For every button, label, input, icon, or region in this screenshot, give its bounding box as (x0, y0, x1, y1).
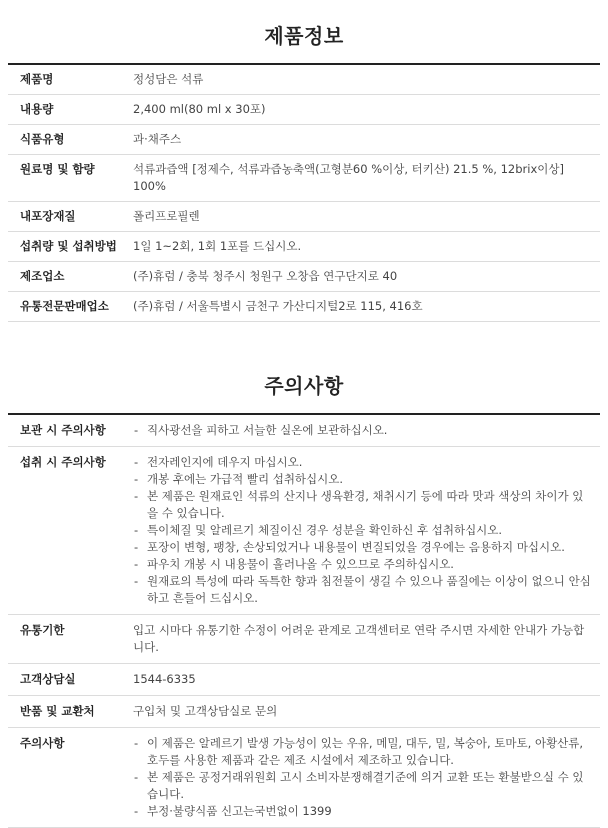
row-label: 반품 및 교환처 (20, 704, 95, 718)
row-label: 보관 시 주의사항 (20, 423, 106, 437)
list-item: - 부정·불량식품 신고는국번없이 1399 (133, 803, 592, 820)
row-label: 식품유형 (20, 132, 65, 146)
row-value: 정성담은 석류 (133, 72, 204, 86)
food-type-row (8, 125, 600, 155)
row-value: 1일 1~2회, 1회 1포를 드십시오. (133, 239, 302, 253)
list-item: - 본 제품은 원재료인 석류의 산지나 생육환경, 채취시기 등에 따라 맛과 색상의 차이가 있을 수 있습니다. (133, 488, 592, 522)
list-item: - 개봉 후에는 가급적 빨리 섭취하십시오. (133, 471, 592, 488)
row-label: 고객상담실 (20, 672, 76, 686)
dosage-row (8, 232, 600, 262)
notes-row (8, 728, 600, 828)
row-value: 폴리프로필렌 (133, 209, 200, 223)
row-value: 과·채주스 (133, 132, 182, 146)
customer-service-row (8, 664, 600, 696)
row-value: (주)휴럼 / 서울특별시 금천구 가산디지털2로 115, 416호 (133, 299, 423, 313)
product-name-row (8, 65, 600, 95)
row-value: 1544-6335 (133, 672, 196, 686)
manufacturer-row (8, 262, 600, 292)
row-label: 원료명 및 함량 (20, 162, 95, 176)
storage-caution-row (8, 415, 600, 447)
list-item: - 원재료의 특성에 따라 독특한 향과 침전물이 생길 수 있으나 품질에는 이상이 없으니 안심하고 흔들어 드십시오. (133, 573, 592, 607)
row-value (133, 454, 600, 607)
caution-title: 주의사항 (264, 374, 344, 398)
row-value: 2,400 ml(80 ml x 30포) (133, 102, 266, 116)
product-info-table (8, 63, 600, 322)
volume-row (8, 95, 600, 125)
product-info-title: 제품정보 (264, 24, 344, 48)
expiry-row (8, 615, 600, 664)
row-value: 입고 시마다 유통기한 수정이 어려운 관계로 고객센터로 연락 주시면 자세한 안내가 가능합니다. (133, 623, 585, 654)
row-label: 내포장재질 (20, 209, 76, 223)
row-value: (주)휴럼 / 충북 청주시 청원구 오창읍 연구단지로 40 (133, 269, 398, 283)
list-item: - 이 제품은 알레르기 발생 가능성이 있는 우유, 메밀, 대두, 밀, 복숭아, 토마토, 아황산류, 호두를 사용한 제품과 같은 제조 시설에서 제조하고 있습니다. (133, 735, 592, 769)
row-value: 구입처 및 고객상담실로 문의 (133, 704, 278, 718)
returns-row (8, 696, 600, 728)
row-label: 제조업소 (20, 269, 65, 283)
row-label: 섭취 시 주의사항 (20, 455, 106, 469)
distributor-row (8, 292, 600, 322)
row-value (133, 735, 600, 820)
row-value: 석류과즙액 [정제수, 석류과즙농축액(고형분60 %이상, 터키산) 21.5 %, 12brix이상] 100% (133, 162, 564, 193)
ingredients-row (8, 155, 600, 202)
list-item: - 포장이 변형, 팽창, 손상되었거나 내용물이 변질되었을 경우에는 음용하지 마십시오. (133, 539, 592, 556)
row-label: 유통전문판매업소 (20, 299, 109, 313)
caution-table (8, 413, 600, 828)
packaging-row (8, 202, 600, 232)
list-item: - 직사광선을 피하고 서늘한 실온에 보관하십시오. (133, 422, 592, 439)
row-label: 섭취량 및 섭취방법 (20, 239, 117, 253)
row-label: 주의사항 (20, 736, 65, 750)
row-label: 유통기한 (20, 623, 65, 637)
intake-caution-row (8, 447, 600, 615)
list-item: - 본 제품은 공정거래위원회 고시 소비자분쟁해결기준에 의거 교환 또는 환불받으실 수 있습니다. (133, 769, 592, 803)
list-item: - 파우치 개봉 시 내용물이 흘러나올 수 있으므로 주의하십시오. (133, 556, 592, 573)
list-item: - 특이체질 및 알레르기 체질이신 경우 성분을 확인하신 후 섭취하십시오. (133, 522, 592, 539)
row-label: 내용량 (20, 102, 54, 116)
list-item: - 전자레인지에 데우지 마십시오. (133, 454, 592, 471)
row-label: 제품명 (20, 72, 54, 86)
row-value (133, 422, 600, 439)
